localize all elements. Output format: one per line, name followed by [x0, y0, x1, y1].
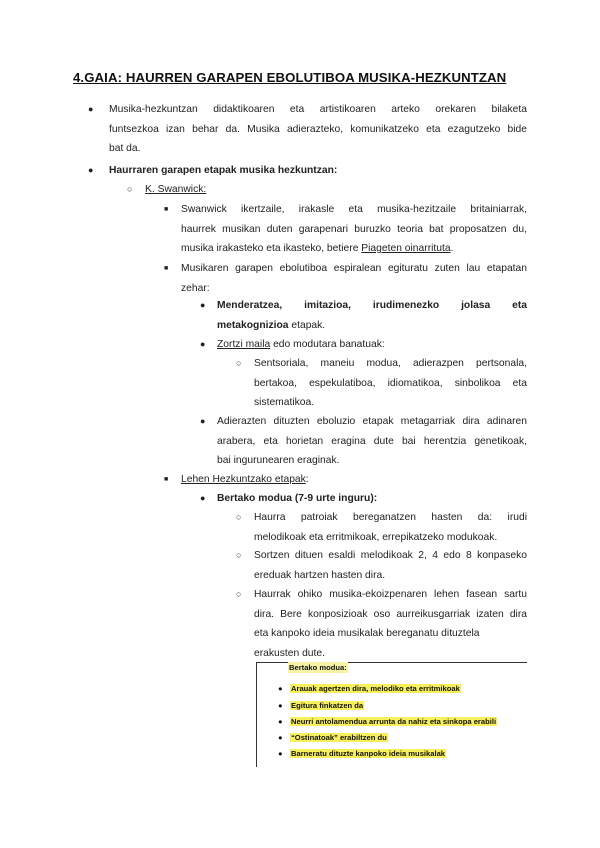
text-line: dira. Bere konposizioak oso aurreikusgarriak izaten dira	[254, 608, 527, 620]
text-line: Adierazten dituzten eboluzio etapak metagarriak dira adinaren	[217, 416, 527, 427]
text-segment: Zortzi maila	[217, 339, 271, 350]
text-segment: :	[305, 474, 309, 485]
text-line: melodikoak eta erritmikoak, errepikatzeko modukoak.	[254, 531, 498, 543]
square-bullet: ■	[164, 206, 169, 213]
text-line: erakusten dute.	[254, 647, 325, 659]
text-line: eta kanpoko ideia musikalak bereganatu dituztela	[254, 628, 480, 639]
text-segment: .	[450, 243, 454, 254]
circle-bullet: ○	[236, 512, 242, 522]
text-line: Bertako modua (7-9 urte inguru):	[217, 493, 378, 504]
square-bullet: ■	[164, 265, 169, 272]
note-item	[278, 717, 497, 727]
phrases-paragraph	[254, 546, 527, 585]
note-item-text: Egitura finkatzen da	[291, 701, 364, 710]
text-segment: Lehen Hezkuntzako etapak	[181, 474, 306, 485]
piaget-link-text: Piageten oinarrituta	[361, 243, 451, 254]
note-bullet: ●	[278, 701, 283, 710]
heading-text: Haurraren garapen etapak musika hezkuntzan:	[109, 165, 338, 176]
disc-bullet: ●	[200, 300, 206, 310]
text-line: Menderatzea, imitazioa, irudimenezko jolasa eta	[217, 300, 527, 311]
levels-list	[254, 354, 527, 413]
note-item-text: Arauak agertzen dira, melodiko eta erritmikoak	[291, 684, 460, 693]
production-paragraph	[254, 585, 527, 663]
square-bullet: ■	[164, 476, 169, 483]
intro-paragraph	[109, 100, 527, 159]
note-item-text: Neurri antolamendua arrunta da nahiz eta sinkopa erabili	[291, 717, 497, 726]
levels-paragraph	[217, 335, 385, 355]
text-segment: metakognizioa	[217, 319, 289, 331]
text-line: Haurrak ohiko musika-ekoizpenaren lehen fasean sartu	[254, 589, 527, 600]
text-line: bertakoa, espekulatiboa, idiomatikoa, sinbolikoa eta	[254, 377, 527, 389]
text-line	[181, 470, 309, 490]
note-item	[278, 749, 446, 759]
text-line	[217, 335, 385, 355]
text-segment: edo modutara banatuak:	[270, 339, 385, 350]
note-bullet: ●	[278, 717, 283, 726]
swanwick-label	[145, 180, 206, 200]
note-item	[278, 733, 388, 743]
disc-bullet: ●	[88, 165, 94, 175]
disc-bullet: ●	[200, 416, 206, 426]
text-segment: musika irakasteko eta ikasteko, betiere	[181, 243, 362, 254]
spiral-paragraph	[181, 259, 527, 298]
circle-bullet: ○	[236, 550, 242, 560]
disc-bullet: ●	[200, 493, 206, 503]
swanwick-text: K. Swanwick:	[145, 184, 207, 195]
text-segment: etapak.	[288, 319, 326, 331]
text-line: Haurra patroiak bereganatzen hasten da: irudi	[254, 512, 527, 523]
note-item-text: Barneratu dituzte kanpoko ideia musikalak	[291, 749, 446, 758]
text-line: funtsezkoa izan behar da. Musika adierazteko, komunikatzeko eta ezagutzeko bide	[109, 123, 527, 135]
text-line: bai ingurunearen eraginak.	[217, 455, 340, 466]
circle-bullet: ○	[236, 589, 242, 599]
patterns-paragraph	[254, 508, 527, 547]
local-mode-heading	[217, 489, 377, 509]
disc-bullet: ●	[200, 339, 206, 349]
text-line	[217, 316, 527, 336]
note-bullet: ●	[278, 684, 283, 693]
note-item	[278, 701, 364, 711]
text-line: arabera, eta horietan eragina dute bai herentzia genetikoak,	[217, 435, 527, 447]
page-title: 4.GAIA: HAURREN GARAPEN EBOLUTIBOA MUSIKA-HEZKUNTZAN	[73, 70, 507, 85]
text-line: Sentsoriala, maneiu modua, adierazpen pertsonala,	[254, 358, 527, 369]
text-line: sistematikoa.	[254, 397, 315, 408]
text-line: Swanwick ikertzaile, irakasle eta musika-hezitzaile britainiarrak,	[181, 204, 527, 215]
text-line: ereduak hartzen hasten dira.	[254, 569, 386, 581]
section-heading	[109, 161, 337, 181]
note-item	[278, 684, 461, 694]
disc-bullet: ●	[88, 104, 94, 114]
cumulative-paragraph	[217, 412, 527, 471]
note-item-text: “Ostinatoak” erabiltzen du	[291, 733, 387, 742]
circle-bullet: ○	[236, 358, 242, 368]
text-line: haurrek musikan duten garapenari buruzko teoria bat proposatzen du,	[181, 223, 527, 235]
note-bullet: ●	[278, 749, 283, 758]
stages-paragraph	[217, 296, 527, 335]
circle-bullet: ○	[127, 184, 133, 194]
text-line: bat da.	[109, 143, 141, 154]
note-box-title: Bertako modua:	[289, 663, 347, 672]
text-line	[181, 239, 527, 259]
text-line: zehar:	[181, 282, 210, 294]
text-line: Musika-hezkuntzan didaktikoaren eta artistikoaren arteko orekaren bilaketa	[109, 104, 527, 115]
text-line: Musikaren garapen ebolutiboa espiralean egituratu zuten lau etapatan	[181, 263, 527, 274]
swanwick-paragraph	[181, 200, 527, 259]
primary-stages-label	[181, 470, 309, 490]
note-bullet: ●	[278, 733, 283, 742]
text-line: Sortzen dituen esaldi melodikoak 2, 4 edo 8 konpaseko	[254, 550, 527, 561]
